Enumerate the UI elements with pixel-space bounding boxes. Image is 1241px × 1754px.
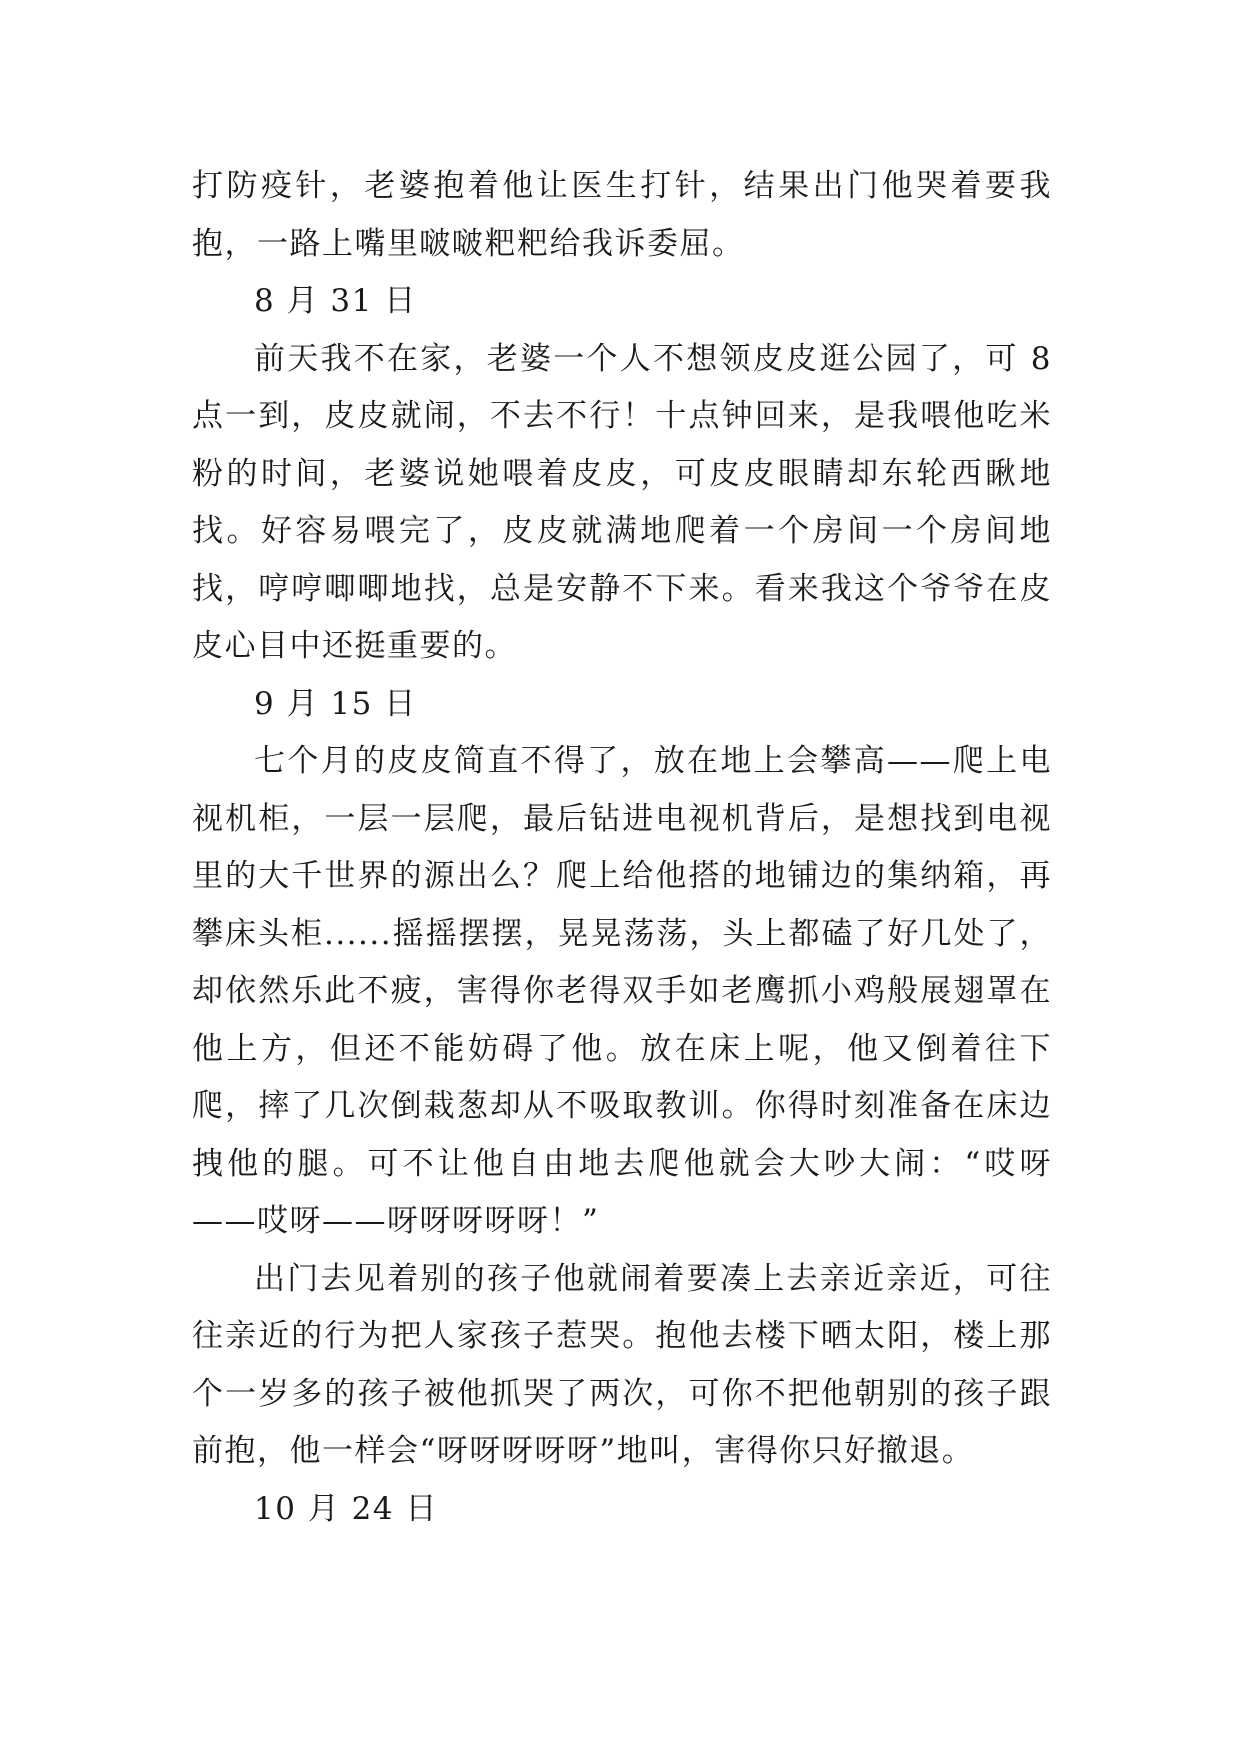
paragraph-climbing: 七个月的皮皮简直不得了，放在地上会攀高——爬上电视机柜，一层一层爬，最后钻进电视机背后，是想找到电视里的大千世界的源出么？爬上给他搭的地铺边的集纳箱，再攀床头柜......摇摇摆摆，晃晃荡荡，头上都磕了好几处了，却依然乐此不疲，害得你老得双手如老鹰抓小鸡般展翅罩在他上方，但还不能妨碍了他。放在床上呢，他又倒着往下爬，摔了几次倒栽葱却从不吸取教训。你得时刻准备在床边拽他的腿。可不让他自由地去爬他就会大吵大闹：“哎呀——哎呀——呀呀呀呀呀！” [192, 743, 1052, 1239]
paragraph-park: 前天我不在家，老婆一个人不想领皮皮逛公园了，可 8 点一到，皮皮就闹，不去不行！十点钟回来，是我喂他吃米粉的时间，老婆说她喂着皮皮，可皮皮眼睛却东轮西瞅地找。好容易喂完了，皮皮就满地爬着一个房间一个房间地找，哼哼唧唧地找，总是安静不下来。看来我这个爷爷在皮皮心目中还挺重要的。 [192, 340, 1052, 664]
date-heading-sep-15: 9 月 15 日 [254, 685, 417, 722]
paragraph-other-children: 出门去见着别的孩子他就闹着要凑上去亲近亲近，可往往亲近的行为把人家孩子惹哭。抱他去楼下晒太阳，楼上那个一岁多的孩子被他抓哭了两次，可你不把他朝别的孩子跟前抱，他一样会“呀呀呀呀呀”地叫，害得你只好撤退。 [192, 1260, 1052, 1469]
paragraph-vaccination: 打防疫针，老婆抱着他让医生打针，结果出门他哭着要我抱，一路上嘴里啵啵粑粑给我诉委屈。 [192, 168, 1052, 262]
date-heading-oct-24: 10 月 24 日 [254, 1490, 438, 1527]
document-body [192, 158, 1052, 1538]
date-heading-aug-31: 8 月 31 日 [254, 283, 417, 319]
